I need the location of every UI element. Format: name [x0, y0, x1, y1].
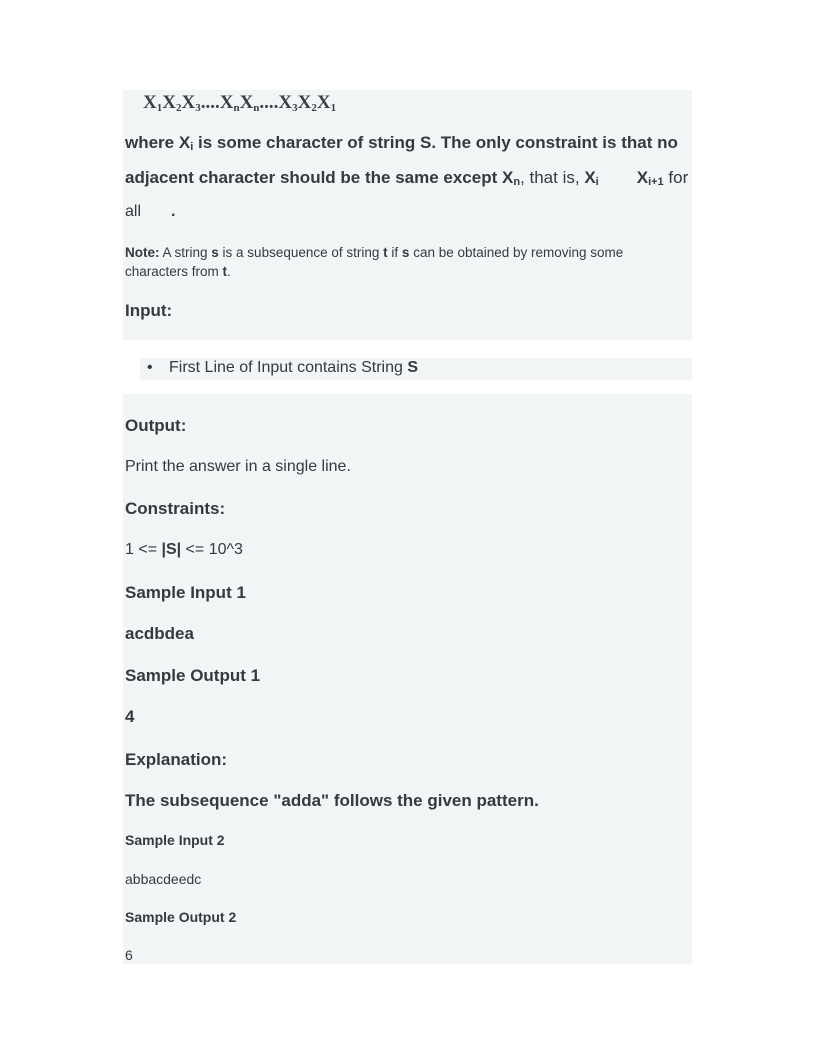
- note-line-1: Note: A string s is a subsequence of string t if s can be obtained by removing some: [125, 245, 624, 260]
- sample-input-1-label: Sample Input 1: [125, 583, 246, 602]
- sample-output-2-value: 6: [125, 947, 133, 963]
- sample-input-1-value: acdbdea: [125, 624, 194, 643]
- sample-input-2-label: Sample Input 2: [125, 832, 225, 848]
- constraints-text: 1 <= |S| <= 10^3: [125, 541, 243, 558]
- sample-output-1-label: Sample Output 1: [125, 666, 261, 685]
- output-heading: Output:: [125, 416, 187, 435]
- description-line-1: where $X_i$ is some character of string S. The only constraint is that no: [125, 133, 678, 153]
- input-list-item: • First Line of Input contains String S: [147, 359, 419, 376]
- input-heading: Input:: [125, 301, 173, 320]
- output-text: Print the answer in a single line.: [125, 458, 351, 475]
- note-line-2: characters from t.: [125, 264, 231, 279]
- string-pattern: $X_1X_2X_3....X_nX_n....X_3X_2X_1$: [143, 92, 337, 114]
- explanation-heading: Explanation:: [125, 750, 228, 769]
- sample-output-2-label: Sample Output 2: [125, 909, 237, 925]
- sample-output-1-value: 4: [125, 707, 135, 726]
- sample-input-2-value: abbacdeedc: [125, 871, 202, 887]
- bullet-icon: •: [147, 359, 153, 376]
- description-line-3: all .: [125, 203, 176, 220]
- problem-description-block: [123, 90, 692, 340]
- constraints-heading: Constraints:: [125, 499, 226, 518]
- input-list: [140, 358, 692, 380]
- explanation-text: The subsequence "adda" follows the given pattern.: [125, 791, 539, 810]
- output-and-samples-block: [123, 394, 692, 964]
- description-line-2: adjacent character should be the same except $X_n$, that is, $X_i$ $X_{i+1}$ for: [125, 168, 689, 188]
